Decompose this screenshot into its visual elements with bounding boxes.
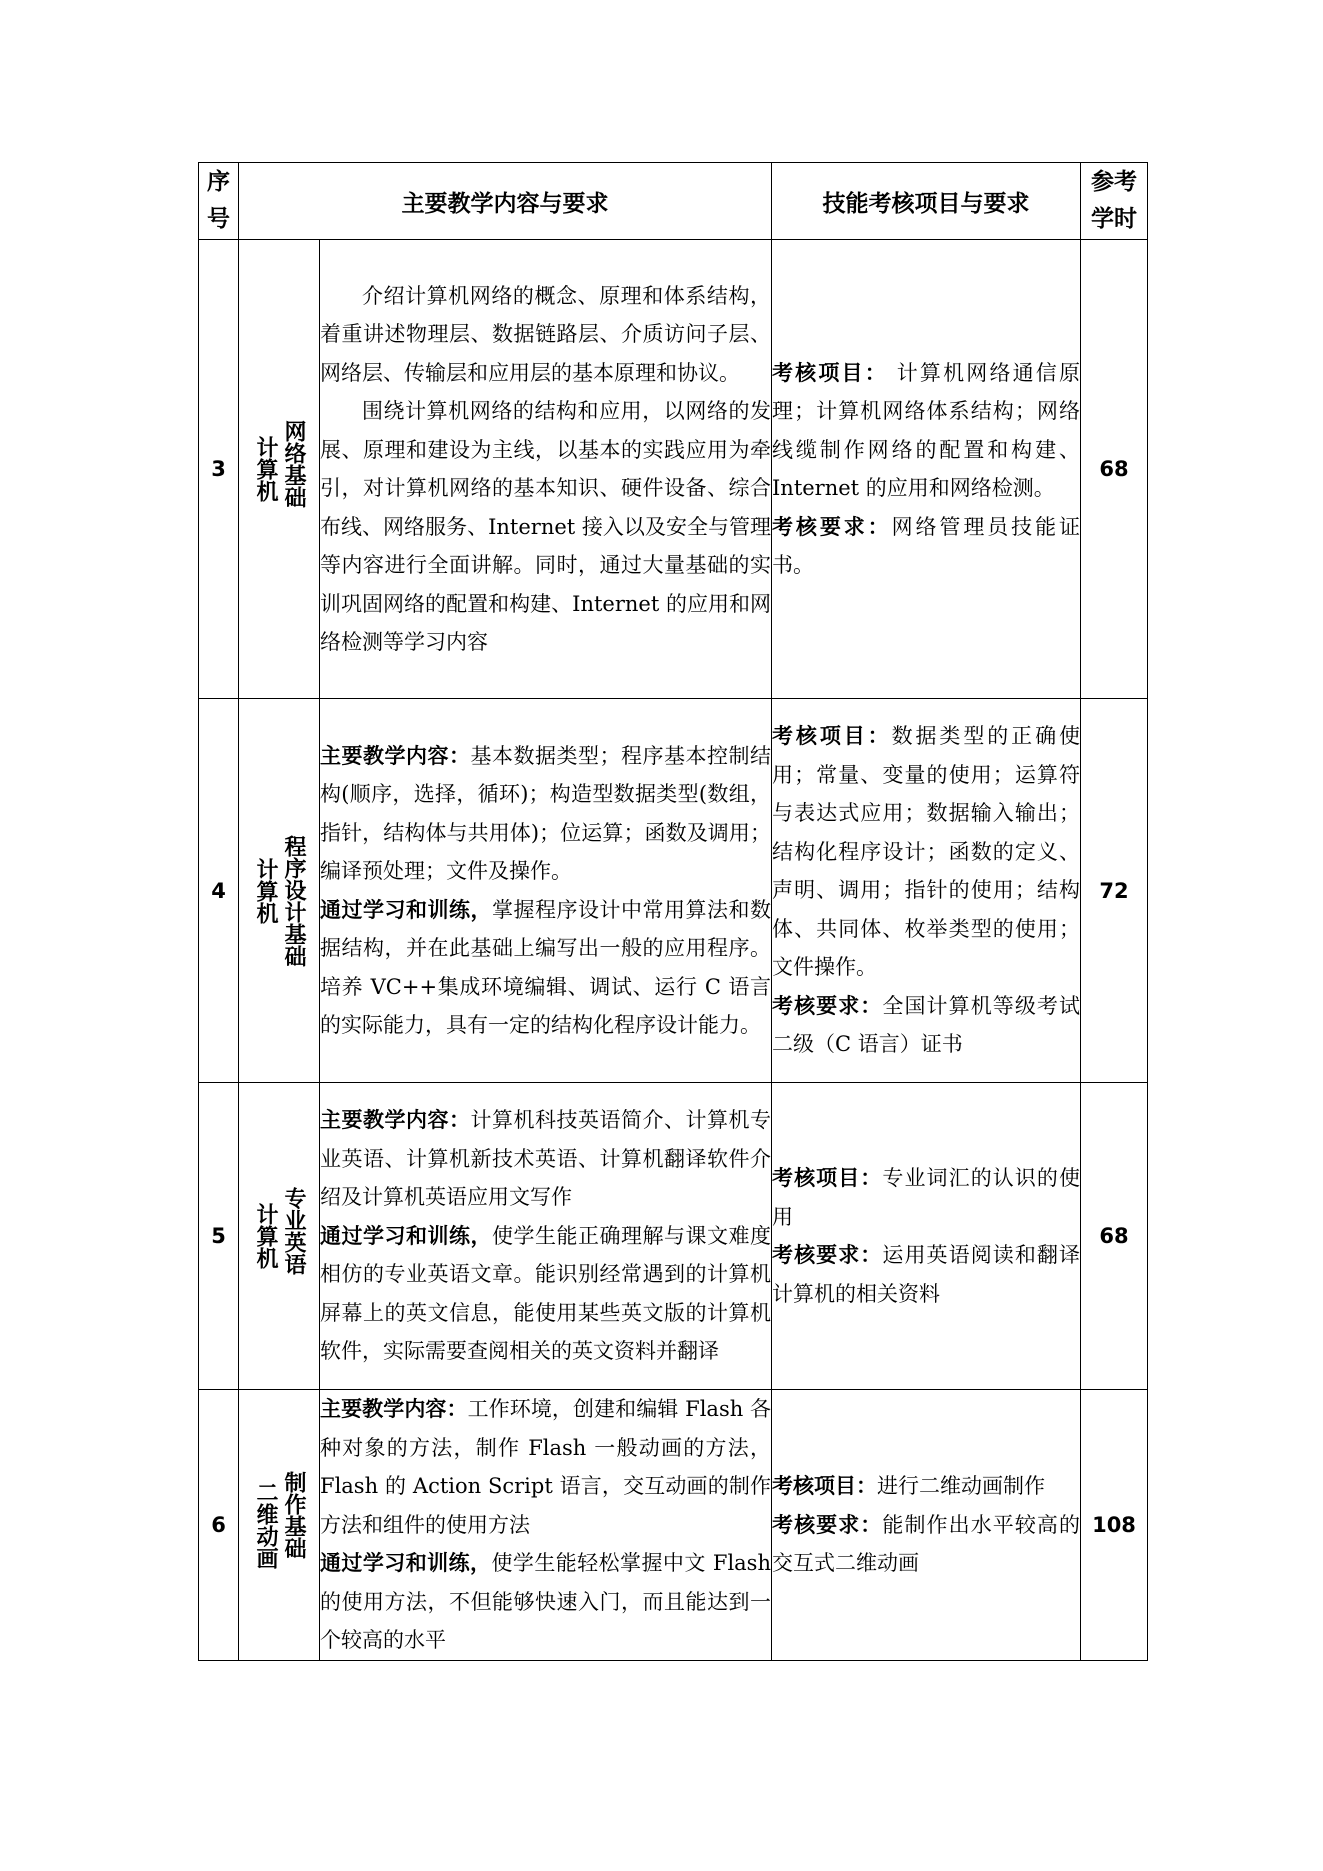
course-content [320,1390,772,1661]
content-paragraph [320,1390,771,1544]
header-hours: 参考学时 [1081,163,1148,240]
course-name-left: 二维动画 [253,1480,278,1569]
content-label: 通过学习和训练， [320,897,492,922]
skill-item-text: 专业词汇的认识的使用 [772,1166,1081,1229]
skill-item-label: 考核项目： [772,1474,877,1498]
course-name-left: 计算机 [253,857,278,924]
row-hours: 108 [1081,1390,1148,1661]
course-name-right: 制作基础 [281,1470,306,1559]
skill-req-label: 考核要求： [772,1512,883,1537]
content-label: 主要教学内容： [320,1397,468,1421]
content-text: 使学生能轻松掌握中文 Flash 的使用方法，不但能够快速入门，而且能达到一个较高的水平 [320,1551,771,1652]
content-text: 掌握程序设计中常用算法和数据结构，并在此基础上编写出一般的应用程序。培养 VC++集成环境编辑、调试、运行 C 语言的实际能力，具有一定的结构化程序设计能力。 [320,897,771,1037]
header-content: 主要教学内容与要求 [239,163,772,240]
row-hours: 72 [1081,699,1148,1083]
content-text: 基本数据类型；程序基本控制结构(顺序，选择，循环)；构造型数据类型(数组，指针，结构体与共用体)；位运算；函数及调用；编译预处理；文件及操作。 [320,743,771,883]
header-skill: 技能考核项目与要求 [772,163,1081,240]
content-label: 主要教学内容： [320,743,471,768]
content-paragraph [320,1101,771,1217]
content-text: 工作环境，创建和编辑 Flash 各种对象的方法，制作 Flash 一般动画的方法，Flash 的 Action Script 语言，交互动画的制作方法和组件的使用方法 [320,1397,772,1537]
course-name-left: 计算机 [253,1203,278,1269]
skill-req-text: 能制作出水平较高的交互式二维动画 [772,1512,1081,1575]
course-name [239,699,320,1083]
table-row [199,699,1148,1083]
skill-requirement [772,1236,1080,1313]
row-number: 3 [199,240,239,699]
course-content [320,240,772,699]
skill-req-text: 网络管理员技能证书。 [772,514,1081,577]
course-name [239,1390,320,1661]
course-name-right: 程序设计基础 [281,834,306,967]
skill-requirement [772,987,1080,1064]
skill-req-label: 考核要求： [772,993,883,1018]
skill-item [772,354,1080,508]
skill-requirements [772,699,1081,1083]
skill-item-text: 数据类型的正确使用；常量、变量的使用；运算符与表达式应用；数据输入输出；结构化程序设计；函数的定义、声明、调用；指针的使用；结构体、共同体、枚举类型的使用；文件操作。 [772,724,1081,980]
course-name [239,240,320,699]
content-label: 通过学习和训练， [320,1551,492,1575]
skill-item-label: 考核项目： [772,360,888,385]
content-paragraph [320,1217,771,1371]
skill-requirements [772,240,1081,699]
skill-requirements [772,1083,1081,1390]
row-number: 6 [199,1390,239,1661]
skill-item [772,717,1080,987]
content-paragraph: 围绕计算机网络的结构和应用，以网络的发展、原理和建设为主线，以基本的实践应用为牵引，对计算机网络的基本知识、硬件设备、综合布线、网络服务、Internet 接入以及安全与管理等内容进行全面讲解。同时，通过大量基础的实训巩固网络的配置和构建、Internet 的应用和网络检测等学习内容 [320,399,771,654]
content-text: 使学生能正确理解与课文难度相仿的专业英语文章。能识别经常遇到的计算机屏幕上的英文信息，能使用某些英文版的计算机软件，实际需要查阅相关的英文资料并翻译 [320,1223,771,1364]
row-hours: 68 [1081,240,1148,699]
course-content [320,1083,772,1390]
skill-item [772,1159,1080,1236]
header-serial-number: 序号 [199,163,239,240]
course-name-right: 网络基础 [281,420,306,508]
row-number: 5 [199,1083,239,1390]
row-hours: 68 [1081,1083,1148,1390]
table-row [199,240,1148,699]
table-row [199,1083,1148,1390]
skill-requirement [772,1506,1080,1583]
skill-req-text: 全国计算机等级考试二级（C 语言）证书 [772,993,1081,1057]
skill-requirement [772,508,1080,585]
content-paragraph: 介绍计算机网络的概念、原理和体系结构，着重讲述物理层、数据链路层、介质访问子层、网络层、传输层和应用层的基本原理和协议。 [320,283,771,385]
content-paragraph [320,737,771,891]
course-table [198,162,1148,1661]
skill-item-text: 进行二维动画制作 [877,1474,1045,1498]
header-row [199,163,1148,240]
course-content [320,699,772,1083]
content-paragraph [320,891,771,1045]
skill-item [772,1467,1080,1506]
course-name-right: 专业英语 [281,1187,306,1275]
content-label: 通过学习和训练， [320,1223,492,1248]
skill-req-label: 考核要求： [772,514,892,539]
content-paragraph [320,1544,771,1660]
course-name-left: 计算机 [253,436,278,502]
skill-requirements [772,1390,1081,1661]
skill-item-label: 考核项目： [772,724,892,749]
skill-req-label: 考核要求： [772,1243,883,1267]
course-name [239,1083,320,1390]
table-row [199,1390,1148,1661]
skill-item-text: 计算机网络通信原理；计算机网络体系结构；网络线缆制作网络的配置和构建、Internet 的应用和网络检测。 [772,360,1080,500]
content-text: 计算机科技英语简介、计算机专业英语、计算机新技术英语、计算机翻译软件介绍及计算机英语应用文写作 [320,1108,771,1210]
row-number: 4 [199,699,239,1083]
content-label: 主要教学内容： [320,1108,471,1133]
skill-req-text: 运用英语阅读和翻译计算机的相关资料 [772,1243,1081,1306]
skill-item-label: 考核项目： [772,1166,883,1190]
